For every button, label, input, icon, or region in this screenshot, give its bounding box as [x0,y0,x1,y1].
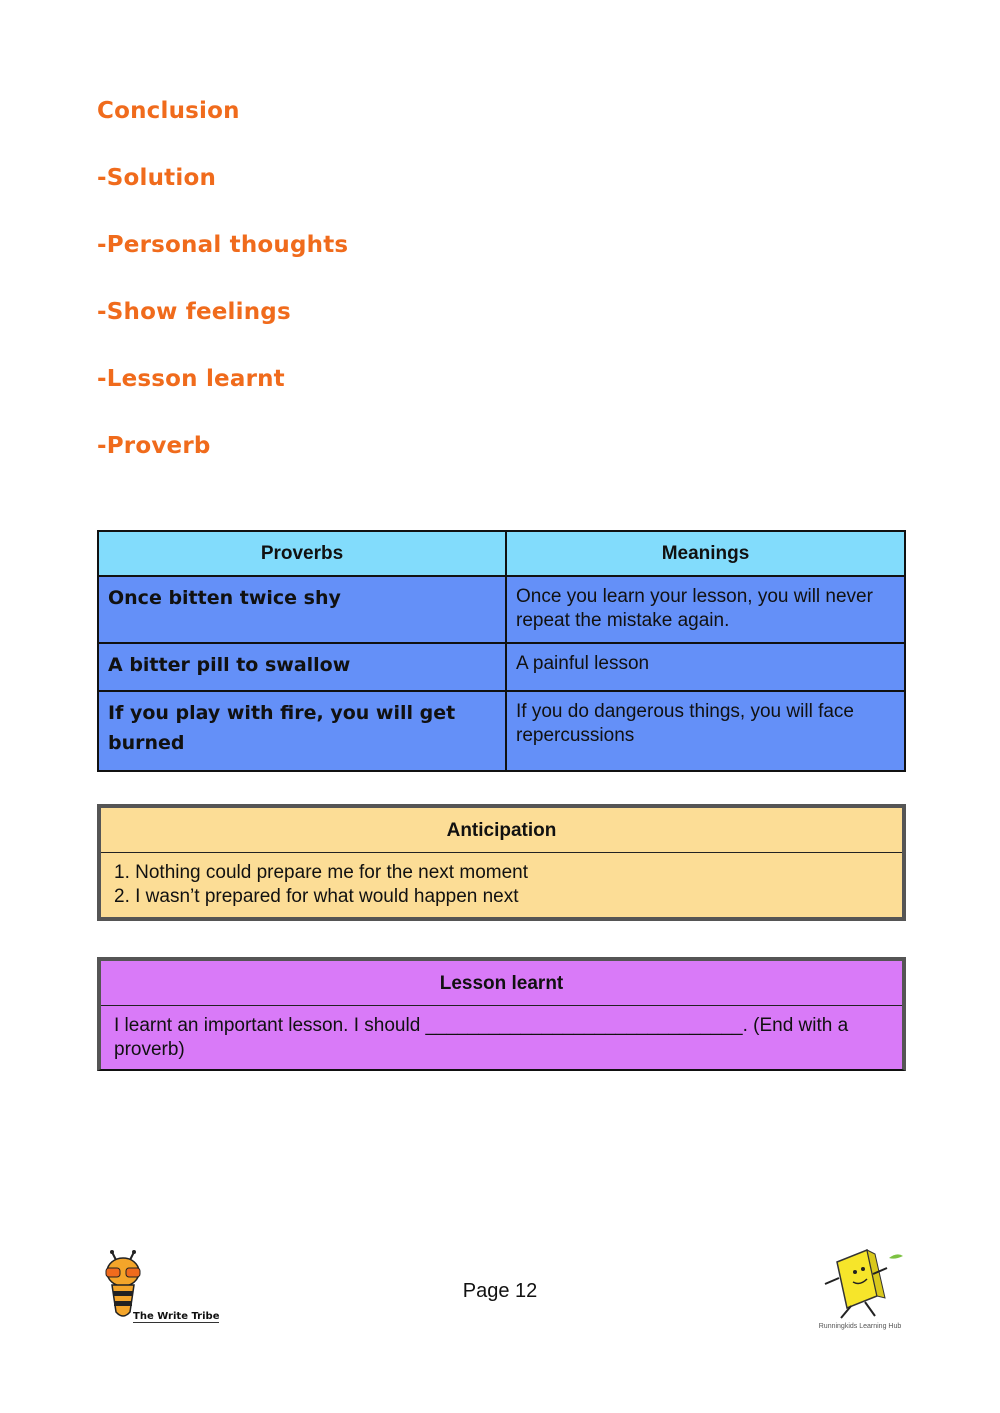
conclusion-checklist [97,92,348,494]
table-row [98,576,905,643]
heading-show-feelings: -Show feelings [97,299,291,325]
anticipation-title: Anticipation [101,808,902,853]
table-row [98,643,905,691]
meaning-cell: If you do dangerous things, you will face repercussions [506,691,905,771]
heading-proverb: -Proverb [97,433,211,459]
anticipation-line: 2. I wasn’t prepared for what would happen next [114,886,519,907]
proverb-cell: If you play with fire, you will get burned [98,691,506,771]
heading-conclusion: Conclusion [97,98,240,124]
page-number: Page 12 [462,1280,538,1302]
lesson-learnt-box [97,957,906,1071]
lesson-learnt-text: I learnt an important lesson. I should ______________________________. (End with a proverb) [114,1015,849,1060]
meaning-cell: A painful lesson [506,643,905,691]
table-row [98,691,905,771]
anticipation-box [97,804,906,921]
column-header-proverbs: Proverbs [98,531,506,576]
write-tribe-logo-text: The Write Tribe [133,1311,220,1322]
table-header-row [98,531,905,576]
proverb-cell: A bitter pill to swallow [98,643,506,691]
proverbs-table [97,530,906,772]
heading-lesson-learnt: -Lesson learnt [97,366,285,392]
heading-personal-thoughts: -Personal thoughts [97,232,349,258]
lesson-learnt-title: Lesson learnt [101,961,902,1006]
learning-hub-logo-text: Runningkids Learning Hub [818,1323,902,1330]
anticipation-line: 1. Nothing could prepare me for the next moment [114,862,529,883]
proverb-cell: Once bitten twice shy [98,576,506,643]
column-header-meanings: Meanings [506,531,905,576]
running-book-logo [815,1244,905,1322]
heading-solution: -Solution [97,165,217,191]
anticipation-body [101,853,902,917]
meaning-cell: Once you learn your lesson, you will never repeat the mistake again. [506,576,905,643]
